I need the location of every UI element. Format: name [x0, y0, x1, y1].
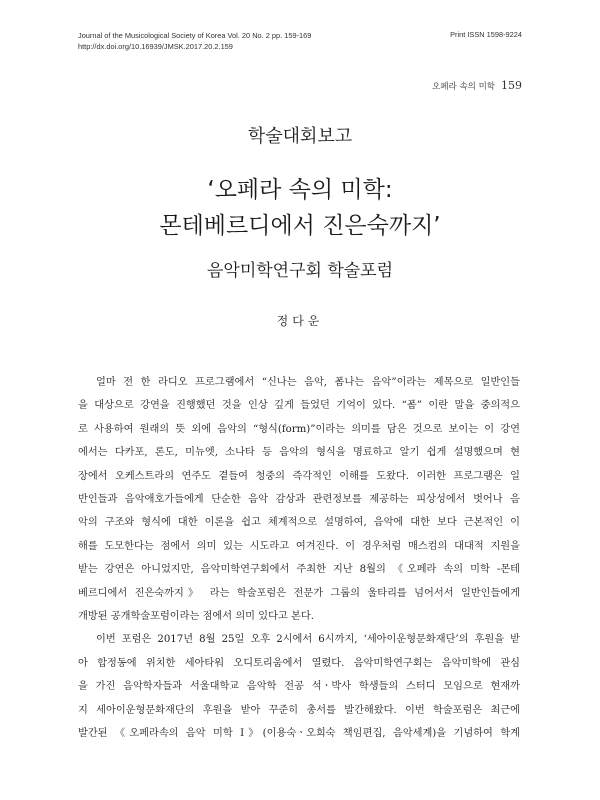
journal-citation	[78, 30, 311, 52]
body-line: 반인들과 음악애호가들에게 단순한 음악 감상과 관련정보를 제공하는 피상성에서 벗어나 음	[78, 494, 520, 506]
body-line: 베르디에서 진은숙까지》 라는 학술포럼은 전문가 그룹의 울타리를 넘어서서 일반인들에게	[78, 587, 520, 599]
article-subtitle: 음악미학연구회 학술포럼	[206, 261, 394, 281]
doi-line[interactable]: http://dx.doi.org/10.16939/JMSK.2017.20.2.159	[78, 42, 233, 51]
body-line: 이번 포럼은 2017년 8월 25일 오후 2시에서 6시까지, ‘세아이운형문화재단’의 후원을 받	[96, 634, 520, 646]
title-line-2: 몬테베르디에서 진은숙까지’	[159, 213, 441, 239]
body-line: 개방된 공개학술포럼이라는 점에서 의미 있다고 본다.	[78, 611, 314, 623]
body-line: 을 가진 음악학자들과 서울대학교 음악학 전공 석ㆍ박사 학생들의 스터디 모임으로 현재까	[78, 681, 520, 693]
journal-line: Journal of the Musicological Society of Korea Vol. 20 No. 2 pp. 159-169	[78, 31, 312, 40]
body-line: 받는 강연은 아니었지만, 음악미학연구회에서 주최한 지난 8월의 《오페라 속의 미학 -몬테	[78, 564, 520, 576]
article-title	[0, 172, 600, 244]
section-label: 학술대회보고	[247, 126, 353, 147]
body-line: 아 합정동에 위치한 세아타워 오디토리움에서 열렸다. 음악미학연구회는 음악미학에 관심	[78, 657, 520, 669]
paragraph-2	[78, 628, 520, 745]
body-line: 로 사용하여 원래의 뜻 외에 음악의 “형식(form)”이라는 의미를 담은 것으로 보이는 이 강연	[78, 423, 520, 435]
body-line: 에서는 다카포, 론도, 미뉴엣, 소나타 등 음악의 형식을 명료하고 알기 쉽게 설명했으며 현	[78, 447, 520, 459]
author-name: 정다운	[276, 314, 324, 328]
body-line: 을 대상으로 강연을 진행했던 것을 인상 깊게 들었던 기억이 있다. “폼” 이란 말을 중의적으	[78, 400, 520, 412]
body-line: 해를 도모한다는 점에서 의미 있는 시도라고 여겨진다. 이 경우처럼 매스컴의 대대적 지원을	[78, 540, 520, 552]
body-line: 장에서 오케스트라의 연주도 곁들여 청중의 즉각적인 이해를 도왔다. 이러한 프로그램은 일	[78, 470, 520, 482]
title-line-1: ‘오페라 속의 미학:	[207, 177, 393, 203]
running-head	[432, 79, 522, 92]
body-line: 지 세아이운형문화재단의 후원을 받아 꾸준히 총서를 발간해왔다. 이번 학술포럼은 최근에	[78, 704, 520, 716]
page-number: 159	[501, 79, 522, 92]
running-head-title: 오페라 속의 미학	[432, 82, 495, 92]
body-line: 악의 구조와 형식에 대한 이론을 쉽고 체계적으로 설명하여, 음악에 대한 보다 근본적인 이	[78, 517, 520, 529]
body-line: 발간된 《오페라속의 음악 미학 I》(이용숙ㆍ오희숙 책임편집, 음악세계)을 기념하여 학계	[78, 728, 520, 740]
paragraph-1	[78, 371, 520, 628]
body-line: 얼마 전 한 라디오 프로그램에서 “신나는 음악, 폼나는 음악”이라는 제목으로 일반인들	[96, 377, 520, 388]
issn: Print ISSN 1598-9224	[450, 30, 522, 39]
article-body	[78, 371, 520, 746]
